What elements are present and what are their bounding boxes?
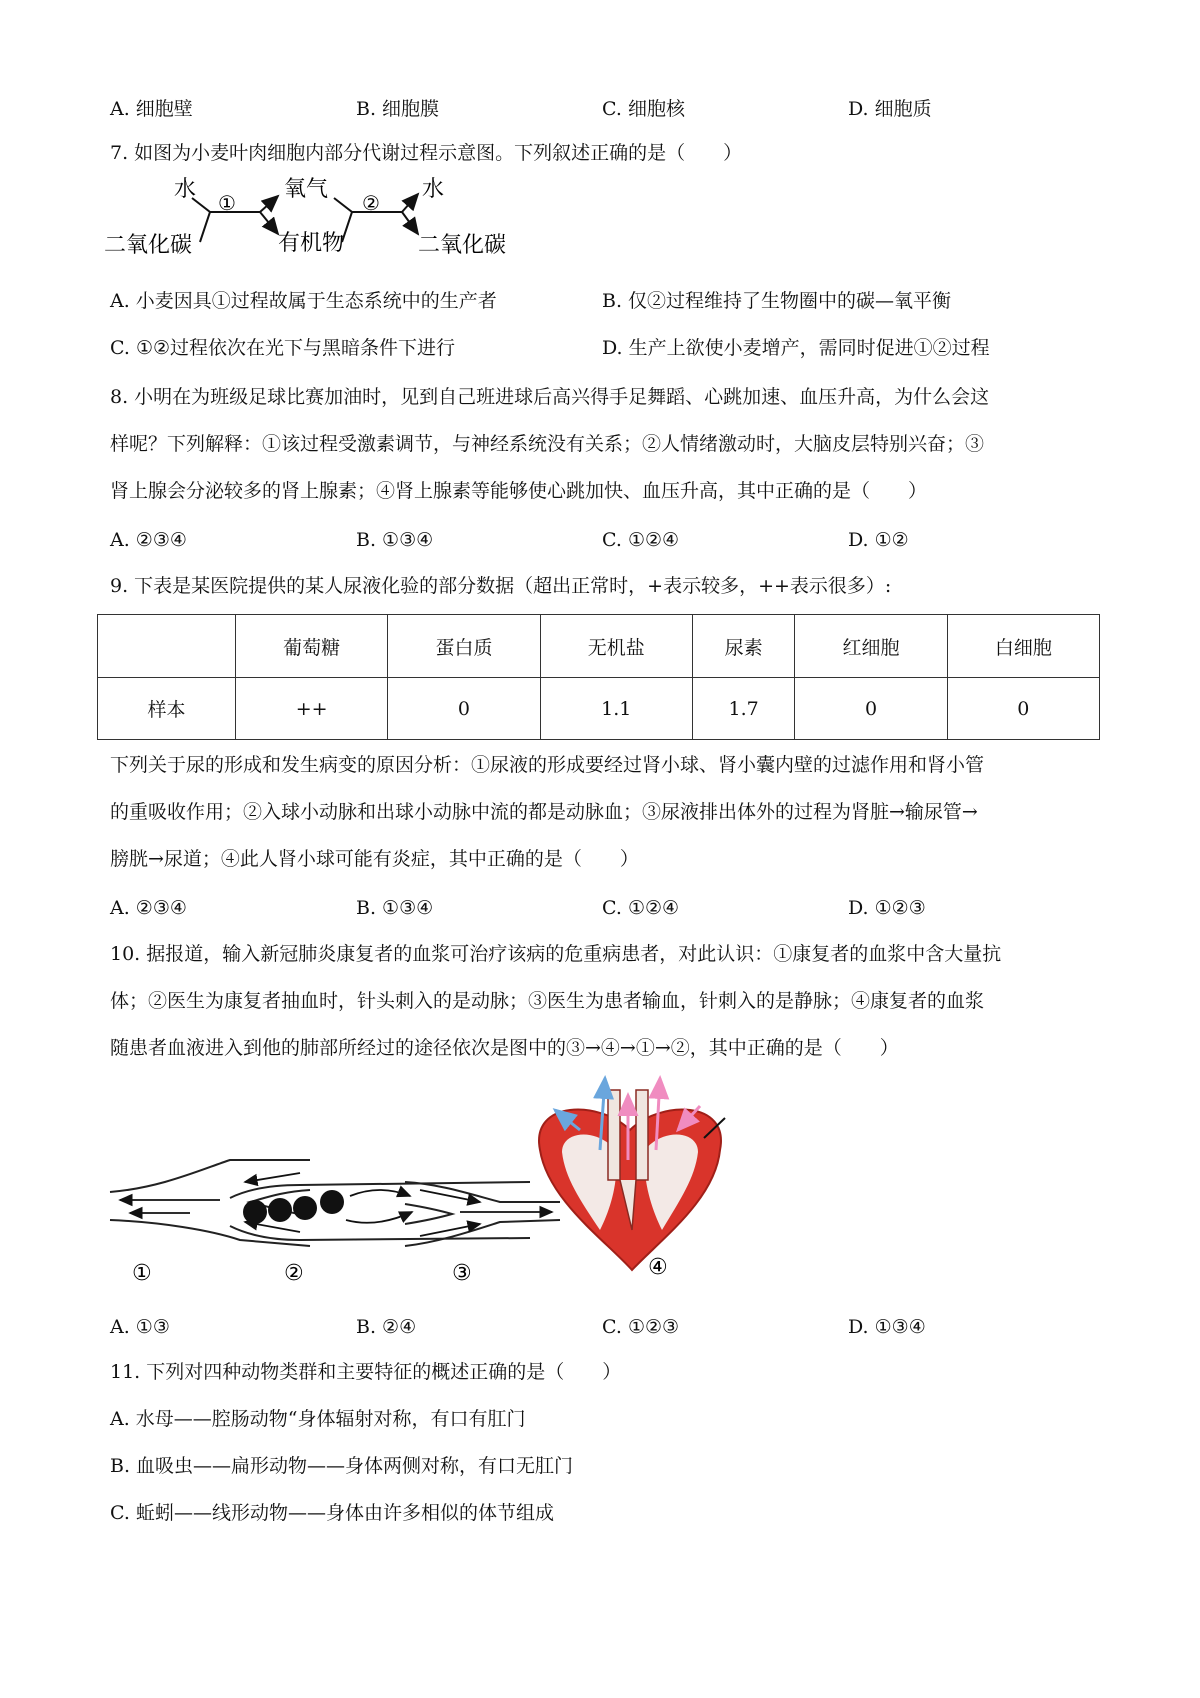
q10-option-c[interactable]: C. ①②③ <box>602 1316 680 1338</box>
table-header-cell <box>98 615 236 678</box>
blood-cell <box>293 1196 317 1220</box>
q8-stem-line-1: 8. 小明在为班级足球比赛加油时，见到自己班进球后高兴得手足舞蹈、心跳加速、血压升高，为什么会这 <box>110 386 990 408</box>
figure-label-3: ③ <box>452 1261 472 1286</box>
q10-stem-line-3: 随患者血液进入到他的肺部所经过的途径依次是图中的③→④→①→②，其中正确的是（ ） <box>110 1037 899 1059</box>
q11-option-b[interactable]: B. 血吸虫——扁形动物——身体两侧对称，有口无肛门 <box>110 1455 574 1477</box>
diagram-step-1: ① <box>218 191 236 215</box>
q10-stem-line-1: 10. 据报道，输入新冠肺炎康复者的血浆可治疗该病的危重病患者，对此认识：①康复者的血浆中含大量抗 <box>110 943 1002 965</box>
q8-stem-line-3: 肾上腺会分泌较多的肾上腺素；④肾上腺素等能够使心跳加快、血压升高，其中正确的是（ ） <box>110 480 928 502</box>
table-cell: 1.1 <box>540 678 692 740</box>
q7-option-d[interactable]: D. 生产上欲使小麦增产，需同时促进①②过程 <box>602 337 990 359</box>
q7-stem: 7. 如图为小麦叶肉细胞内部分代谢过程示意图。下列叙述正确的是（ ） <box>110 142 743 164</box>
q6-option-d[interactable]: D. 细胞质 <box>848 98 932 120</box>
q11-option-c[interactable]: C. 蚯蚓——线形动物——身体由许多相似的体节组成 <box>110 1502 554 1524</box>
q11-stem: 11. 下列对四种动物类群和主要特征的概述正确的是（ ） <box>110 1361 622 1383</box>
q8-option-a[interactable]: A. ②③④ <box>110 529 187 551</box>
blood-cell <box>320 1190 344 1214</box>
q9-option-c[interactable]: C. ①②④ <box>602 897 680 919</box>
q7-metabolism-diagram <box>100 172 560 262</box>
table-header-cell: 尿素 <box>692 615 794 678</box>
table-header-cell: 蛋白质 <box>388 615 540 678</box>
table-cell: 0 <box>947 678 1099 740</box>
q10-option-b[interactable]: B. ②④ <box>356 1316 417 1338</box>
q6-option-b[interactable]: B. 细胞膜 <box>356 98 440 120</box>
vessel-3-vein <box>405 1182 560 1246</box>
heart-figure <box>539 1078 725 1270</box>
q10-option-a[interactable]: A. ①③ <box>110 1316 170 1338</box>
q8-option-d[interactable]: D. ①② <box>848 529 909 551</box>
table-cell: 样本 <box>98 678 236 740</box>
q8-option-c[interactable]: C. ①②④ <box>602 529 680 551</box>
q9-option-d[interactable]: D. ①②③ <box>848 897 926 919</box>
q6-option-a[interactable]: A. 细胞壁 <box>110 98 193 120</box>
figure-label-2: ② <box>284 1261 304 1286</box>
table-cell: ++ <box>236 678 388 740</box>
diagram-water-out: 水 <box>422 177 445 202</box>
q10-option-d[interactable]: D. ①③④ <box>848 1316 926 1338</box>
table-cell: 0 <box>795 678 947 740</box>
vessel-2-capillary <box>230 1182 530 1240</box>
q9-stem-line-2: 的重吸收作用；②入球小动脉和出球小动脉中流的都是动脉血；③尿液排出体外的过程为肾脏→输尿管→ <box>110 801 978 823</box>
blood-cell <box>268 1198 292 1222</box>
q9-stem-line-1: 下列关于尿的形成和发生病变的原因分析：①尿液的形成要经过肾小球、肾小囊内壁的过滤作用和肾小管 <box>110 754 985 776</box>
table-header-cell: 红细胞 <box>795 615 947 678</box>
table-header-cell: 白细胞 <box>947 615 1099 678</box>
q10-stem-line-2: 体；②医生为康复者抽血时，针头刺入的是动脉；③医生为患者输血，针刺入的是静脉；④康复者的血浆 <box>110 990 985 1012</box>
blood-cell <box>243 1200 267 1224</box>
q6-option-c[interactable]: C. 细胞核 <box>602 98 685 120</box>
q7-option-c[interactable]: C. ①②过程依次在光下与黑暗条件下进行 <box>110 337 456 359</box>
table-row <box>98 678 1100 740</box>
q10-blood-vessel-figure <box>100 1070 760 1290</box>
table-header-cell: 无机盐 <box>540 615 692 678</box>
diagram-co2-in: 二氧化碳 <box>104 233 193 258</box>
q11-option-a[interactable]: A. 水母——腔肠动物“身体辐射对称，有口有肛门 <box>110 1408 526 1430</box>
diagram-co2-out: 二氧化碳 <box>418 233 507 258</box>
figure-label-1: ① <box>132 1261 152 1286</box>
q9-option-b[interactable]: B. ①③④ <box>356 897 434 919</box>
figure-label-4: ④ <box>648 1255 668 1280</box>
table-header-row <box>98 615 1100 678</box>
q7-option-b[interactable]: B. 仅②过程维持了生物圈中的碳—氧平衡 <box>602 290 952 312</box>
table-cell: 1.7 <box>692 678 794 740</box>
q8-option-b[interactable]: B. ①③④ <box>356 529 434 551</box>
table-header-cell: 葡萄糖 <box>236 615 388 678</box>
q9-stem-line-3: 膀胱→尿道；④此人肾小球可能有炎症，其中正确的是（ ） <box>110 848 639 870</box>
urine-test-table <box>97 614 1100 740</box>
diagram-oxygen: 氧气 <box>284 177 329 202</box>
diagram-water-in: 水 <box>174 177 197 202</box>
diagram-step-2: ② <box>362 191 380 215</box>
diagram-organic: 有机物 <box>278 231 345 256</box>
q9-option-a[interactable]: A. ②③④ <box>110 897 187 919</box>
table-cell: 0 <box>388 678 540 740</box>
q7-option-a[interactable]: A. 小麦因具①过程故属于生态系统中的生产者 <box>110 290 497 312</box>
q8-stem-line-2: 样呢？下列解释：①该过程受激素调节，与神经系统没有关系；②人情绪激动时，大脑皮层特别兴奋；③ <box>110 433 985 455</box>
q9-stem: 9. 下表是某医院提供的某人尿液化验的部分数据（超出正常时，+表示较多，++表示很多）: <box>110 575 892 597</box>
